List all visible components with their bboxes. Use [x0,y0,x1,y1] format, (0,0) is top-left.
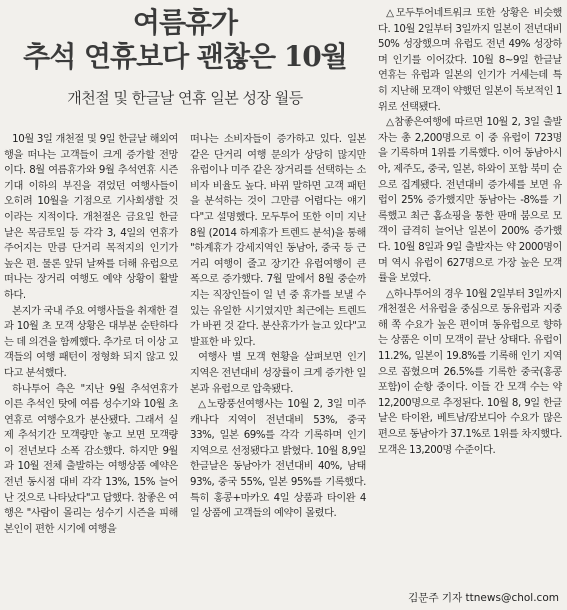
paragraph: △노랑풍선여행사는 10월 2, 3일 미주캐나다 지역이 전년대비 53%, 중국 33%, 일본 69%를 각각 기록하며 인기 지역으로 선정됐다고 밝혔다. 10월 8,9일 한글날은 동남아가 전년대비 40%, 남태 93%, 중국 55%, 일본 95%를 기록했다. 특히 홍콩+마카오 4일 상품과 타이완 4일 상품에 고객들의 예약이 몰렸다. [190,399,366,520]
article-column-3 [378,6,562,584]
article-column-1 [4,132,178,608]
paragraph: 떠나는 소비자들이 증가하고 있다. 일본 같은 단거리 여행 문의가 상당히 많지만 유럽이나 미주 같은 장거리를 선택하는 소비자 비율도 높다. 바뀌 말하면 고객 패턴을 분석하는 것이 그만큼 어렵다는 얘기다"고 설명했다. 모두투어 또한 이미 지난 8월 (2014 하계휴가 트렌드 분석)을 통해 "하계휴가 강세지역인 동남아, 중국 등 근거리 여행이 줄고 장기간 유럽여행이 큰 폭으로 증가했다. 7월 말에서 8월 중순까지는 직장인들이 일 년 중 휴가를 보낼 수 있는 유일한 시기였지만 최근에는 트렌드가 바뀐 것 같다. 분산휴가가 늘고 있다"고 발표한 바 있다. [190,134,366,348]
paragraph: 본지가 국내 주요 여행사들을 취재한 결과 10월 초 모객 상황은 대부분 순탄하다는 데 의견을 함께했다. 추가로 더 이상 고객들의 여행 패턴이 정형화 되지 않고 있다고 분석했다. [4,305,178,379]
paragraph: 여행사 별 모객 현황을 살펴보면 인기 지역은 전년대비 성장률이 크게 증가한 일본과 유럽으로 압축됐다. [190,352,366,395]
paragraph: △하나투어의 경우 10월 2일부터 3일까지 개천절은 서유럽을 중심으로 동유럽과 지중해 쪽 수요가 높은 편이며 동유럽으로 향하는 상품은 이미 모객이 끝난 상태다. 유럽이 11.2%, 일본이 19.8%를 기록해 인기 지역으로 꼽혔으며 26.5%를 기록한 중국(홍콩 포함)이 순항 중이다. 이들 간 모객 수는 약 12,200명으로 추정된다. 10월 8, 9일 한글날은 타이완, 베트남/캄보디아 수요가 많은 편으로 동남아가 37.1%로 1위를 차지했다. 모객은 13,200명 수준이다. [378,288,562,456]
paragraph: 10월 3일 개천절 및 9일 한글날 해외여행을 떠나는 고객들이 크게 증가할 전망이다. 8월 여름휴가와 9월 추석연휴 시즌 기대 이하의 부진을 겪었던 여행사들이 오히려 10월을 기점으로 기사회생할 것이라는 지적이다. 개천절은 금요일 한글날은 목금토일 등 각각 3, 4일의 연휴가 주어지는 만큼 단거리 목적지의 인기가 높은 편. 물론 앞뒤 날짜를 더해 유럽으로 떠나는 장거리 여행도 예약 상황이 활발하다. [4,134,178,301]
headline-line-1: 여름휴가 [132,6,238,39]
paragraph: 하나투어 측은 "지난 9월 추석연휴가 이른 추석인 탓에 여름 성수기와 10월 초 연휴로 여행수요가 분산됐다. 그래서 실제 추석기간 모객량만 놓고 보면 모객량이 전년보다 소폭 감소했다. 하지만 9월과 10월 전체 출발하는 여행상품 예약은 전년 동시점 대비 각각 13%, 15% 늘어난 것으로 나타났다"고 답했다. 참좋은 여행은 "사람이 몰리는 성수기 시즌을 피해 본인이 편한 시기에 여행을 [4,383,178,535]
paragraph: △모두투어네트워크 또한 상황은 비슷했다. 10월 2일부터 3일까지 일본이 전년대비 50% 성장했으며 유럽도 전년 49% 성장하며 인기를 이어갔다. 10월 8~9일 한글날 연휴는 유럽과 일본의 인기가 거세는데 특히 지난해 모객이 약했던 일본이 독보적인 1위로 선택됐다. [378,8,562,113]
article-column-2 [190,132,366,608]
subheadline: 개천절 및 한글날 연휴 일본 성장 월등 [67,89,303,107]
byline: 김문주 기자 ttnews@chol.com [408,592,559,604]
paragraph: △참좋은여행에 따르면 10월 2, 3일 출발자는 총 2,200명으로 이 중 유럽이 723명을 기록하며 1위를 기록했다. 이어 동남아시아, 제주도, 중국, 일본, 하와이 포함 북미 순으로 집계됐다. 전년대비 증가세를 보면 유럽이 25% 증가했지만 동남아는 -8%를 기록했고 최근 홈쇼핑을 통한 판매 붐으로 모객이 급격히 늘어난 일본이 200% 증가했다. 10월 8일과 9일 출발자는 약 2000명이며 역시 유럽이 627명으로 가장 높은 모객률을 보였다. [378,117,562,285]
headline-line-2: 추석 연휴보다 괜찮은 10월 [23,40,347,73]
